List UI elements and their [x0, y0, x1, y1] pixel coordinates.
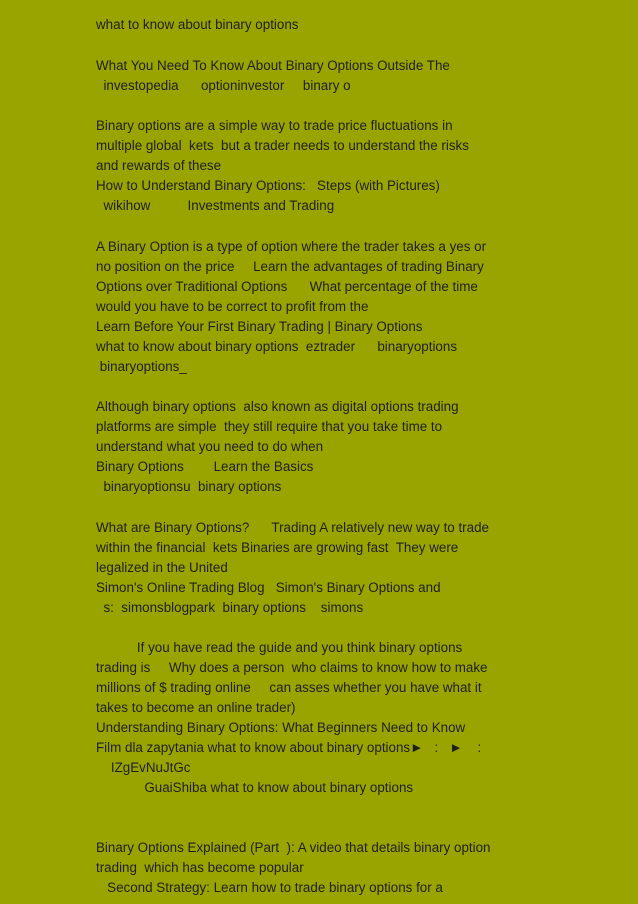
text-line: understand what you need to do when — [96, 439, 324, 454]
text-line: Options over Traditional Options What percentage of the time — [96, 279, 478, 294]
text-line: If you have read the guide and you think binary options — [96, 640, 463, 655]
text-line: Binary Options Explained (Part ): A video that details binary option — [96, 840, 491, 855]
text-line: binaryoptions_ — [96, 359, 187, 374]
text-line: GuaiShiba what to know about binary options — [96, 780, 414, 795]
text-line: within the financial kets Binaries are growing fast They were — [96, 540, 459, 555]
text-line: Film dla zapytania what to know about binary options► : ► : — [96, 740, 482, 755]
text-line: Simon's Online Trading Blog Simon's Binary Options and — [96, 580, 441, 595]
text-line: and rewards of these — [96, 158, 222, 173]
text-line: platforms are simple they still require that you take time to — [96, 419, 443, 434]
text-line: trading which has become popular — [96, 860, 304, 875]
text-line: Second Strategy: Learn how to trade binary options for a — [96, 880, 443, 895]
text-line: Understanding Binary Options: What Beginners Need to Know — [96, 720, 466, 735]
text-line: s: simonsblogpark binary options simons — [96, 600, 364, 615]
text-line: How to Understand Binary Options: Steps (with Pictures) — [96, 178, 440, 193]
text-line: Learn Before Your First Binary Trading | Binary Options — [96, 319, 423, 334]
text-line: A Binary Option is a type of option where the trader takes a yes or — [96, 239, 487, 254]
text-line: would you have to be correct to profit from the — [96, 299, 369, 314]
text-line: wikihow Investments and Trading — [96, 198, 335, 213]
text-line: takes to become an online trader) — [96, 700, 296, 715]
text-line: no position on the price Learn the advantages of trading Binary — [96, 259, 484, 274]
text-line: What are Binary Options? Trading A relatively new way to trade — [96, 520, 489, 535]
text-line: what to know about binary options — [96, 17, 299, 32]
text-line: investopedia optioninvestor binary o — [96, 78, 351, 93]
text-line: Binary options are a simple way to trade price fluctuations in — [96, 118, 453, 133]
text-line: What You Need To Know About Binary Options Outside The — [96, 58, 450, 73]
text-line: multiple global kets but a trader needs to understand the risks — [96, 138, 469, 153]
text-line: what to know about binary options eztrader binaryoptions — [96, 339, 458, 354]
text-line: trading is Why does a person who claims to know how to make — [96, 660, 488, 675]
text-line: binaryoptionsu binary options — [96, 479, 282, 494]
text-line: Although binary options also known as digital options trading — [96, 399, 459, 414]
text-line: millions of $ trading online can asses whether you have what it — [96, 680, 482, 695]
text-line: Binary Options Learn the Basics — [96, 459, 314, 474]
text-line: IZgEvNuJtGc — [96, 760, 191, 775]
text-line: legalized in the United — [96, 560, 228, 575]
